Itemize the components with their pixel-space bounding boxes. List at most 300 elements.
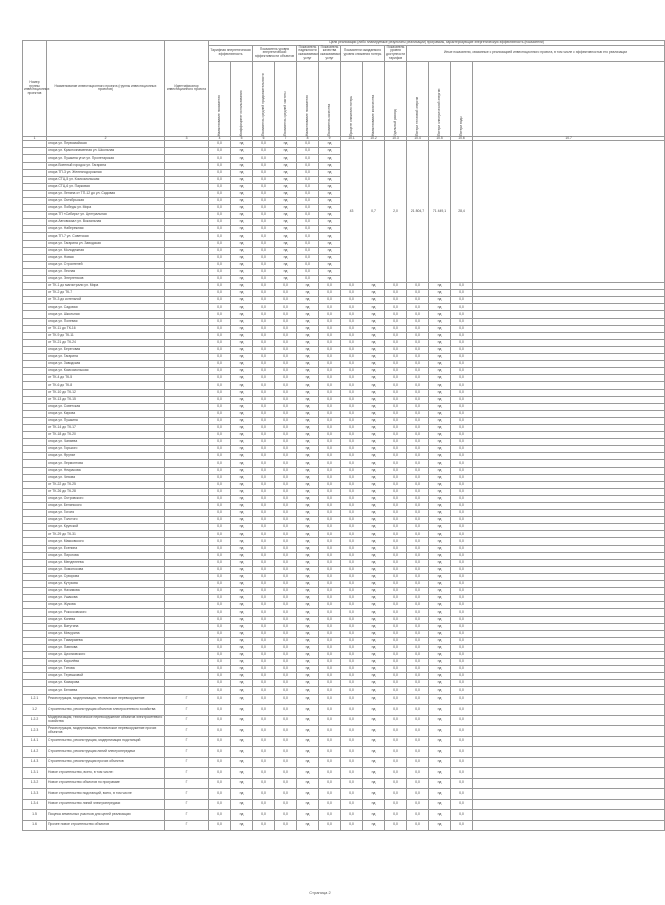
row-value: 0,0 — [407, 630, 429, 637]
table-row — [23, 687, 665, 694]
row-value: 0,0 — [341, 311, 363, 318]
row-value: нд — [363, 467, 385, 474]
row-value: 0,0 — [319, 687, 341, 694]
row-value: 0,0 — [407, 694, 429, 705]
row-value: 0,0 — [385, 403, 407, 410]
row-value: 0,0 — [407, 595, 429, 602]
row-name: опора ул. Горького — [47, 446, 165, 453]
row-value: нд — [231, 389, 253, 396]
header-g7: Иные показатели, связанные с реализацией инвестиционного проекта, в том числе с эффективностью его реализации — [407, 45, 665, 61]
row-identifier: Г — [165, 705, 209, 716]
row-number — [23, 503, 47, 510]
row-value: 0,0 — [209, 389, 231, 396]
row-value: 0,0 — [253, 389, 275, 396]
row-value: 0,0 — [275, 694, 297, 705]
row-value: 0,0 — [275, 446, 297, 453]
row-identifier — [165, 545, 209, 552]
table-row — [23, 559, 665, 566]
row-value: 0,0 — [209, 226, 231, 233]
row-value: нд — [231, 609, 253, 616]
row-value: 0,0 — [385, 524, 407, 531]
row-value: 0,0 — [319, 595, 341, 602]
row-value: нд — [231, 747, 253, 758]
table-row — [23, 354, 665, 361]
row-value: нд — [297, 778, 319, 789]
row-value: 0,0 — [319, 510, 341, 517]
row-value: нд — [231, 424, 253, 431]
table-row — [23, 666, 665, 673]
row-identifier: Г — [165, 715, 209, 726]
row-value: нд — [319, 219, 341, 226]
row-value: 0,0 — [385, 531, 407, 538]
row-identifier — [165, 190, 209, 197]
merged-value: 21 804,7 — [407, 141, 429, 283]
row-value: нд — [363, 559, 385, 566]
row-value — [473, 757, 665, 768]
row-value: 0,0 — [209, 339, 231, 346]
row-value: 0,0 — [451, 517, 473, 524]
row-number — [23, 375, 47, 382]
row-identifier — [165, 268, 209, 275]
row-value: нд — [363, 757, 385, 768]
row-value: нд — [231, 382, 253, 389]
row-value: нд — [297, 566, 319, 573]
table-row — [23, 680, 665, 687]
row-value: нд — [297, 680, 319, 687]
row-value: 0,0 — [385, 573, 407, 580]
row-value: 0,0 — [319, 651, 341, 658]
row-value: 0,0 — [341, 810, 363, 821]
row-value: 0,0 — [341, 757, 363, 768]
row-identifier — [165, 432, 209, 439]
row-value: нд — [297, 432, 319, 439]
row-value: нд — [231, 566, 253, 573]
row-value: 0,0 — [385, 325, 407, 332]
row-value: 0,0 — [209, 403, 231, 410]
row-number — [23, 531, 47, 538]
row-value — [473, 538, 665, 545]
row-value: 0,0 — [451, 283, 473, 290]
header-sub-label: Потери воды — [458, 115, 463, 136]
row-identifier — [165, 424, 209, 431]
row-value: 0,0 — [319, 389, 341, 396]
row-value: 0,0 — [253, 595, 275, 602]
row-identifier — [165, 389, 209, 396]
row-value: 0,0 — [319, 726, 341, 737]
row-number: 1.2.1 — [23, 694, 47, 705]
row-value: 0,0 — [319, 666, 341, 673]
row-value: 0,0 — [451, 396, 473, 403]
row-value: 0,0 — [253, 481, 275, 488]
row-name: опора ул. Заводская — [47, 361, 165, 368]
row-number — [23, 169, 47, 176]
row-value: нд — [363, 747, 385, 758]
row-value: 0,0 — [253, 361, 275, 368]
row-value: нд — [429, 318, 451, 325]
row-number — [23, 474, 47, 481]
row-value: нд — [231, 789, 253, 800]
row-value: 0,0 — [209, 467, 231, 474]
row-value: нд — [297, 417, 319, 424]
row-number — [23, 332, 47, 339]
row-value: 0,0 — [341, 552, 363, 559]
row-number — [23, 595, 47, 602]
row-value: 0,0 — [253, 162, 275, 169]
row-value: 0,0 — [385, 488, 407, 495]
row-name: Новое строительство линий электропередачи — [47, 799, 165, 810]
row-value: 0,0 — [385, 503, 407, 510]
row-value: 0,0 — [275, 503, 297, 510]
row-value: 0,0 — [275, 820, 297, 831]
row-value — [473, 680, 665, 687]
row-value — [473, 595, 665, 602]
row-value: 0,0 — [451, 424, 473, 431]
row-number: 1.4.3 — [23, 757, 47, 768]
row-value: нд — [363, 637, 385, 644]
row-value: 0,0 — [407, 637, 429, 644]
row-value: 0,0 — [385, 432, 407, 439]
row-value: 0,0 — [253, 155, 275, 162]
row-value: 0,0 — [275, 573, 297, 580]
row-value: нд — [429, 368, 451, 375]
row-value: 0,0 — [319, 531, 341, 538]
row-value: нд — [231, 155, 253, 162]
row-value: нд — [297, 694, 319, 705]
row-value: 0,0 — [275, 609, 297, 616]
row-value — [473, 410, 665, 417]
row-value: нд — [231, 169, 253, 176]
row-value: 0,0 — [407, 510, 429, 517]
row-value: 0,0 — [319, 559, 341, 566]
row-name: опора ул. Молодежная — [47, 247, 165, 254]
row-value: нд — [429, 705, 451, 716]
row-value: нд — [319, 197, 341, 204]
header-sub-label: Коэффициент использования — [238, 90, 243, 136]
row-value: 0,0 — [275, 637, 297, 644]
row-value: 0,0 — [319, 630, 341, 637]
row-value: 0,0 — [275, 726, 297, 737]
table-row — [23, 581, 665, 588]
row-identifier — [165, 602, 209, 609]
row-value: 0,0 — [407, 488, 429, 495]
table-row — [23, 545, 665, 552]
row-value: 0,0 — [451, 510, 473, 517]
row-value: 0,0 — [275, 747, 297, 758]
row-value: 0,0 — [451, 339, 473, 346]
table-row — [23, 644, 665, 651]
row-number — [23, 602, 47, 609]
row-value: 0,0 — [209, 616, 231, 623]
table-row — [23, 368, 665, 375]
row-value: нд — [231, 495, 253, 502]
table-row — [23, 789, 665, 800]
row-value: 0,0 — [209, 148, 231, 155]
row-value: 0,0 — [407, 545, 429, 552]
row-value: 0,0 — [297, 247, 319, 254]
row-value: нд — [275, 276, 297, 283]
row-number — [23, 616, 47, 623]
row-name: от ТК-1 до магистрали ул. Мира — [47, 283, 165, 290]
row-value: 0,0 — [385, 666, 407, 673]
row-value: нд — [363, 705, 385, 716]
row-value: нд — [297, 705, 319, 716]
row-value — [473, 602, 665, 609]
row-value: 0,0 — [253, 503, 275, 510]
row-value — [473, 517, 665, 524]
row-value: 0,0 — [319, 517, 341, 524]
row-value: 0,0 — [209, 361, 231, 368]
row-value — [473, 467, 665, 474]
row-value: нд — [231, 595, 253, 602]
row-value: нд — [297, 666, 319, 673]
row-value — [473, 726, 665, 737]
row-value: 0,0 — [385, 820, 407, 831]
row-value: 0,0 — [407, 325, 429, 332]
row-number — [23, 630, 47, 637]
row-value: нд — [231, 602, 253, 609]
row-number — [23, 162, 47, 169]
header-sub-label: Показатель средней частоты — [282, 91, 287, 136]
row-identifier: Г — [165, 768, 209, 779]
row-value: нд — [297, 467, 319, 474]
row-value: нд — [363, 799, 385, 810]
row-value: нд — [231, 233, 253, 240]
row-value: нд — [319, 240, 341, 247]
row-number — [23, 290, 47, 297]
row-value: 0,0 — [209, 503, 231, 510]
row-value: 0,0 — [385, 609, 407, 616]
row-value: 0,0 — [209, 524, 231, 531]
row-value: 0,0 — [209, 417, 231, 424]
row-value: нд — [297, 573, 319, 580]
row-value: нд — [429, 715, 451, 726]
row-value — [473, 368, 665, 375]
row-value: 0,0 — [319, 820, 341, 831]
row-value: 0,0 — [253, 368, 275, 375]
row-name: от ТК-9 до ТК-11 — [47, 332, 165, 339]
row-value: 0,0 — [209, 694, 231, 705]
row-value: нд — [363, 687, 385, 694]
row-value: 0,0 — [253, 623, 275, 630]
row-value: нд — [429, 559, 451, 566]
row-value: нд — [297, 346, 319, 353]
row-value: 0,0 — [341, 439, 363, 446]
row-value: 0,0 — [275, 687, 297, 694]
row-value: нд — [363, 659, 385, 666]
row-value: 0,0 — [407, 403, 429, 410]
row-value: 0,0 — [253, 588, 275, 595]
row-identifier: Г — [165, 694, 209, 705]
row-value: 0,0 — [275, 481, 297, 488]
row-value: нд — [297, 354, 319, 361]
row-value: нд — [231, 573, 253, 580]
row-value: 0,0 — [407, 439, 429, 446]
row-value: нд — [429, 694, 451, 705]
row-value: 0,0 — [253, 467, 275, 474]
row-value: 0,0 — [209, 517, 231, 524]
row-value: 0,0 — [407, 581, 429, 588]
row-value: 0,0 — [451, 810, 473, 821]
row-name: от ТК-26 до ТК-28 — [47, 488, 165, 495]
row-value: 0,0 — [253, 715, 275, 726]
row-value: 0,0 — [319, 694, 341, 705]
merged-value: 71 449,1 — [429, 141, 451, 283]
row-value: 0,0 — [275, 283, 297, 290]
row-value: 0,0 — [385, 460, 407, 467]
row-identifier — [165, 680, 209, 687]
row-name: опора ул. Терешковой — [47, 673, 165, 680]
investment-table — [22, 40, 665, 831]
row-value: 0,0 — [385, 396, 407, 403]
row-value — [473, 481, 665, 488]
row-value: 0,0 — [297, 240, 319, 247]
row-value: нд — [231, 219, 253, 226]
header-number-cell: 2 — [47, 136, 165, 141]
table-row — [23, 517, 665, 524]
row-value: нд — [429, 495, 451, 502]
row-value: 0,0 — [209, 332, 231, 339]
table-row — [23, 503, 665, 510]
row-value: нд — [297, 361, 319, 368]
row-identifier — [165, 290, 209, 297]
row-value: нд — [231, 268, 253, 275]
row-value: 0,0 — [407, 474, 429, 481]
row-value: 0,0 — [253, 609, 275, 616]
row-value: 0,0 — [407, 531, 429, 538]
row-value: 0,0 — [341, 602, 363, 609]
table-row — [23, 361, 665, 368]
row-number — [23, 205, 47, 212]
row-identifier — [165, 375, 209, 382]
row-value: 0,0 — [209, 595, 231, 602]
table-row — [23, 382, 665, 389]
row-value: нд — [429, 680, 451, 687]
row-value: 0,0 — [407, 304, 429, 311]
table-row — [23, 820, 665, 831]
row-number — [23, 510, 47, 517]
row-identifier — [165, 588, 209, 595]
row-value: нд — [297, 789, 319, 800]
row-value: 0,0 — [253, 616, 275, 623]
row-value: 0,0 — [275, 318, 297, 325]
row-value — [473, 403, 665, 410]
row-name: опора ТП-7 ул. Советская — [47, 233, 165, 240]
row-value: нд — [363, 368, 385, 375]
row-number — [23, 361, 47, 368]
row-value: 0,0 — [275, 789, 297, 800]
header-sub-cell — [275, 61, 297, 136]
table-row — [23, 510, 665, 517]
row-value: 0,0 — [407, 588, 429, 595]
row-value: 0,0 — [253, 637, 275, 644]
row-value — [473, 789, 665, 800]
row-value: нд — [231, 432, 253, 439]
row-value: нд — [363, 726, 385, 737]
row-value: 0,0 — [319, 332, 341, 339]
row-value: нд — [231, 212, 253, 219]
row-value: нд — [231, 318, 253, 325]
row-value: 0,0 — [275, 736, 297, 747]
row-value: нд — [429, 538, 451, 545]
row-number — [23, 566, 47, 573]
row-number — [23, 276, 47, 283]
row-value: нд — [363, 354, 385, 361]
header-number-cell: 10.3 — [385, 136, 407, 141]
row-value: 0,0 — [385, 566, 407, 573]
row-value: 0,0 — [385, 705, 407, 716]
row-number: 1.6 — [23, 820, 47, 831]
row-value: 0,0 — [209, 810, 231, 821]
row-value: 0,0 — [341, 332, 363, 339]
row-value: 0,0 — [451, 495, 473, 502]
row-value: нд — [319, 205, 341, 212]
row-name: Реконструкция, модернизация, техническое перевооружение прочих объектов — [47, 726, 165, 737]
row-value: 0,0 — [275, 757, 297, 768]
row-value: нд — [231, 799, 253, 810]
row-value: 0,0 — [209, 495, 231, 502]
row-value: нд — [297, 531, 319, 538]
row-value: 0,0 — [407, 389, 429, 396]
row-value: 0,0 — [341, 417, 363, 424]
row-value: нд — [297, 517, 319, 524]
row-value: 0,0 — [253, 810, 275, 821]
row-value: нд — [363, 588, 385, 595]
row-value: 0,0 — [253, 254, 275, 261]
row-identifier — [165, 666, 209, 673]
row-name: опора ул. Пушкина — [47, 417, 165, 424]
row-value: 0,0 — [341, 673, 363, 680]
row-value: нд — [231, 820, 253, 831]
row-value: 0,0 — [451, 637, 473, 644]
row-name: опора ул. Кирова — [47, 410, 165, 417]
row-value: 0,0 — [341, 715, 363, 726]
row-value: 0,0 — [319, 644, 341, 651]
row-value: нд — [297, 602, 319, 609]
row-value: нд — [231, 637, 253, 644]
row-value: 0,0 — [209, 481, 231, 488]
row-value: нд — [231, 531, 253, 538]
row-number — [23, 467, 47, 474]
row-identifier: Г — [165, 810, 209, 821]
row-value: нд — [297, 768, 319, 779]
row-value: 0,0 — [407, 453, 429, 460]
row-value: 0,0 — [451, 453, 473, 460]
row-value: нд — [429, 581, 451, 588]
row-value: нд — [275, 205, 297, 212]
row-name: опора ул. Комсомольская — [47, 368, 165, 375]
row-number — [23, 446, 47, 453]
row-value: нд — [297, 559, 319, 566]
table-row — [23, 637, 665, 644]
row-value: 0,0 — [341, 595, 363, 602]
row-value: 0,0 — [341, 460, 363, 467]
row-identifier — [165, 233, 209, 240]
row-value: нд — [429, 325, 451, 332]
row-identifier — [165, 538, 209, 545]
table-row — [23, 375, 665, 382]
row-value: 0,0 — [275, 311, 297, 318]
row-value: нд — [429, 396, 451, 403]
header-number-cell: 10.7 — [473, 136, 665, 141]
row-number — [23, 552, 47, 559]
row-value — [473, 810, 665, 821]
row-value: 0,0 — [341, 453, 363, 460]
row-value: 0,0 — [451, 304, 473, 311]
row-name: опора ул. Победы ул. Мира — [47, 205, 165, 212]
row-value: 0,0 — [275, 453, 297, 460]
row-value: 0,0 — [209, 768, 231, 779]
row-value: нд — [275, 268, 297, 275]
